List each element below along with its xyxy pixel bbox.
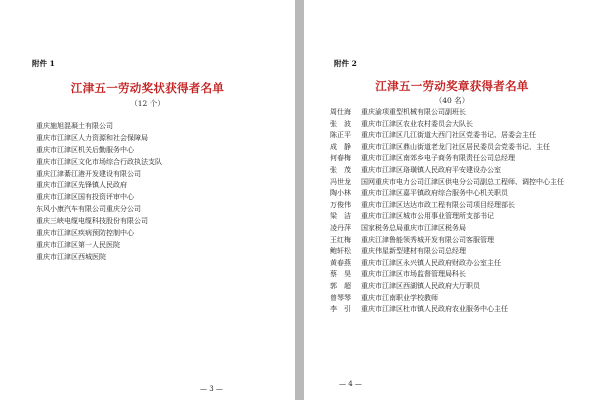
person-name: 张 波 [330,119,351,128]
list-item [330,211,564,223]
list-item [330,200,564,212]
person-name: 凌丹萍 [330,223,351,232]
list-item: 重庆三峡电缆电缆科技股份有限公司 [36,217,148,226]
person-organization: 国家税务总局重庆市江津区税务局 [361,223,466,232]
person-organization: 重庆市江津区鼎山街道老龙门社区居民委员会党委书记、主任 [361,142,550,151]
person-organization: 重庆市江津区城市公用事业管理所支部书记 [361,212,494,221]
medal-list [330,107,564,316]
person-name: 冯世龙 [330,177,351,186]
document-title: 江津五一劳动奖状获得者名单 [70,81,225,95]
person-organization: 重庆市江津区南郊乡电子商务有限责任公司总经理 [361,154,515,163]
list-item: 重庆施旭混凝土有限公司 [36,122,113,130]
person-organization: 重庆渝项重型机械有限公司副班长 [361,108,466,116]
list-item [330,119,564,131]
page-number: — 4 — [339,380,362,388]
list-item: 重庆市江津区疾病预防控制中心 [36,229,134,238]
page-number: — 3 — [200,385,223,393]
person-organization: 重庆市江津区嘉平镇政府综合服务中心机关职员 [361,189,508,198]
list-item [330,165,564,177]
person-name: 梁 洁 [330,212,351,221]
item-count: （40 名） [434,96,470,105]
person-name: 黄春燕 [330,258,351,267]
person-organization: 国网重庆市电力公司江津区供电分公司副总工程师、调控中心主任 [361,177,564,186]
item-count: （12 个） [130,99,165,108]
list-item [330,153,564,165]
list-item: 重庆市江津区人力资源和社会保障局 [36,133,148,142]
person-name: 陈正平 [330,131,351,140]
person-organization: 重庆市江津区永兴镇人民政府财政办公室主任 [361,258,501,267]
person-organization: 重庆江津鲁能领秀城开发有限公司客服管理 [361,235,494,244]
list-item [330,130,564,142]
person-organization: 重庆市江津区达达市政工程有限公司项目经理部长 [361,200,515,209]
person-organization: 重庆伟星新型建材有限公司总经理 [361,247,466,256]
list-item [330,304,564,316]
list-item: 重庆市江津区先锋镇人民政府 [36,181,127,190]
person-name: 成 静 [330,142,351,151]
document-page-left [0,0,295,400]
list-item: 东风小康汽车有限公司重庆分公司 [36,205,141,214]
list-item [330,258,564,270]
person-organization: 重庆市江津区市场监督管理局科长 [361,270,466,279]
person-name: 蔡 昊 [330,270,351,279]
list-item [330,142,564,154]
attachment-label: 附件 2 [334,59,357,68]
attachment-label: 附件 1 [32,59,55,68]
list-item [330,177,564,189]
person-name: 王红梅 [330,235,351,244]
person-name: 曾琴琴 [330,293,351,302]
list-item [330,188,564,200]
person-name: 周仕海 [330,108,351,116]
person-name: 李 引 [330,305,351,314]
list-item [330,235,564,247]
document-page-right [304,0,600,400]
list-item [330,246,564,258]
person-name: 万俊伟 [330,200,351,209]
person-name: 郭 超 [330,281,351,290]
document-title: 江津五一劳动奖章获得者名单 [375,79,529,93]
list-item [330,269,564,281]
person-organization: 重庆市江津区珞璜镇人民政府平安建设办公室 [361,165,501,174]
list-item [330,107,564,119]
list-item: 重庆市江津区国有投资评审中心 [36,193,134,202]
person-organization: 重庆市江津区几江街道大西门社区党委书记、居委会主任 [361,131,536,140]
list-item: 重庆市江津区机关后勤服务中心 [36,145,134,154]
list-item [330,281,564,293]
person-name: 鲍轩松 [330,247,351,256]
list-item: 重庆市江津区西城医院 [36,252,106,261]
list-item: 重庆市江津区第一人民医院 [36,240,120,249]
person-organization: 重庆市江津区杜市镇人民政府农业服务中心主任 [361,305,508,314]
person-name: 何春梅 [330,154,351,163]
person-name: 陶小林 [330,189,351,198]
person-organization: 重庆市江津区农业农村委员会大队长 [361,119,473,128]
person-name: 张 茂 [330,165,351,174]
list-item [330,223,564,235]
list-item: 重庆江津綦江港开发建设有限公司 [36,169,141,178]
person-organization: 重庆市江南职业学校教师 [361,293,438,302]
list-item: 重庆市江津区文化市场综合行政执法支队 [36,157,162,166]
award-list [36,121,162,264]
list-item [330,293,564,305]
person-organization: 重庆市江津区西湖镇人民政府大厅职员 [361,281,480,290]
